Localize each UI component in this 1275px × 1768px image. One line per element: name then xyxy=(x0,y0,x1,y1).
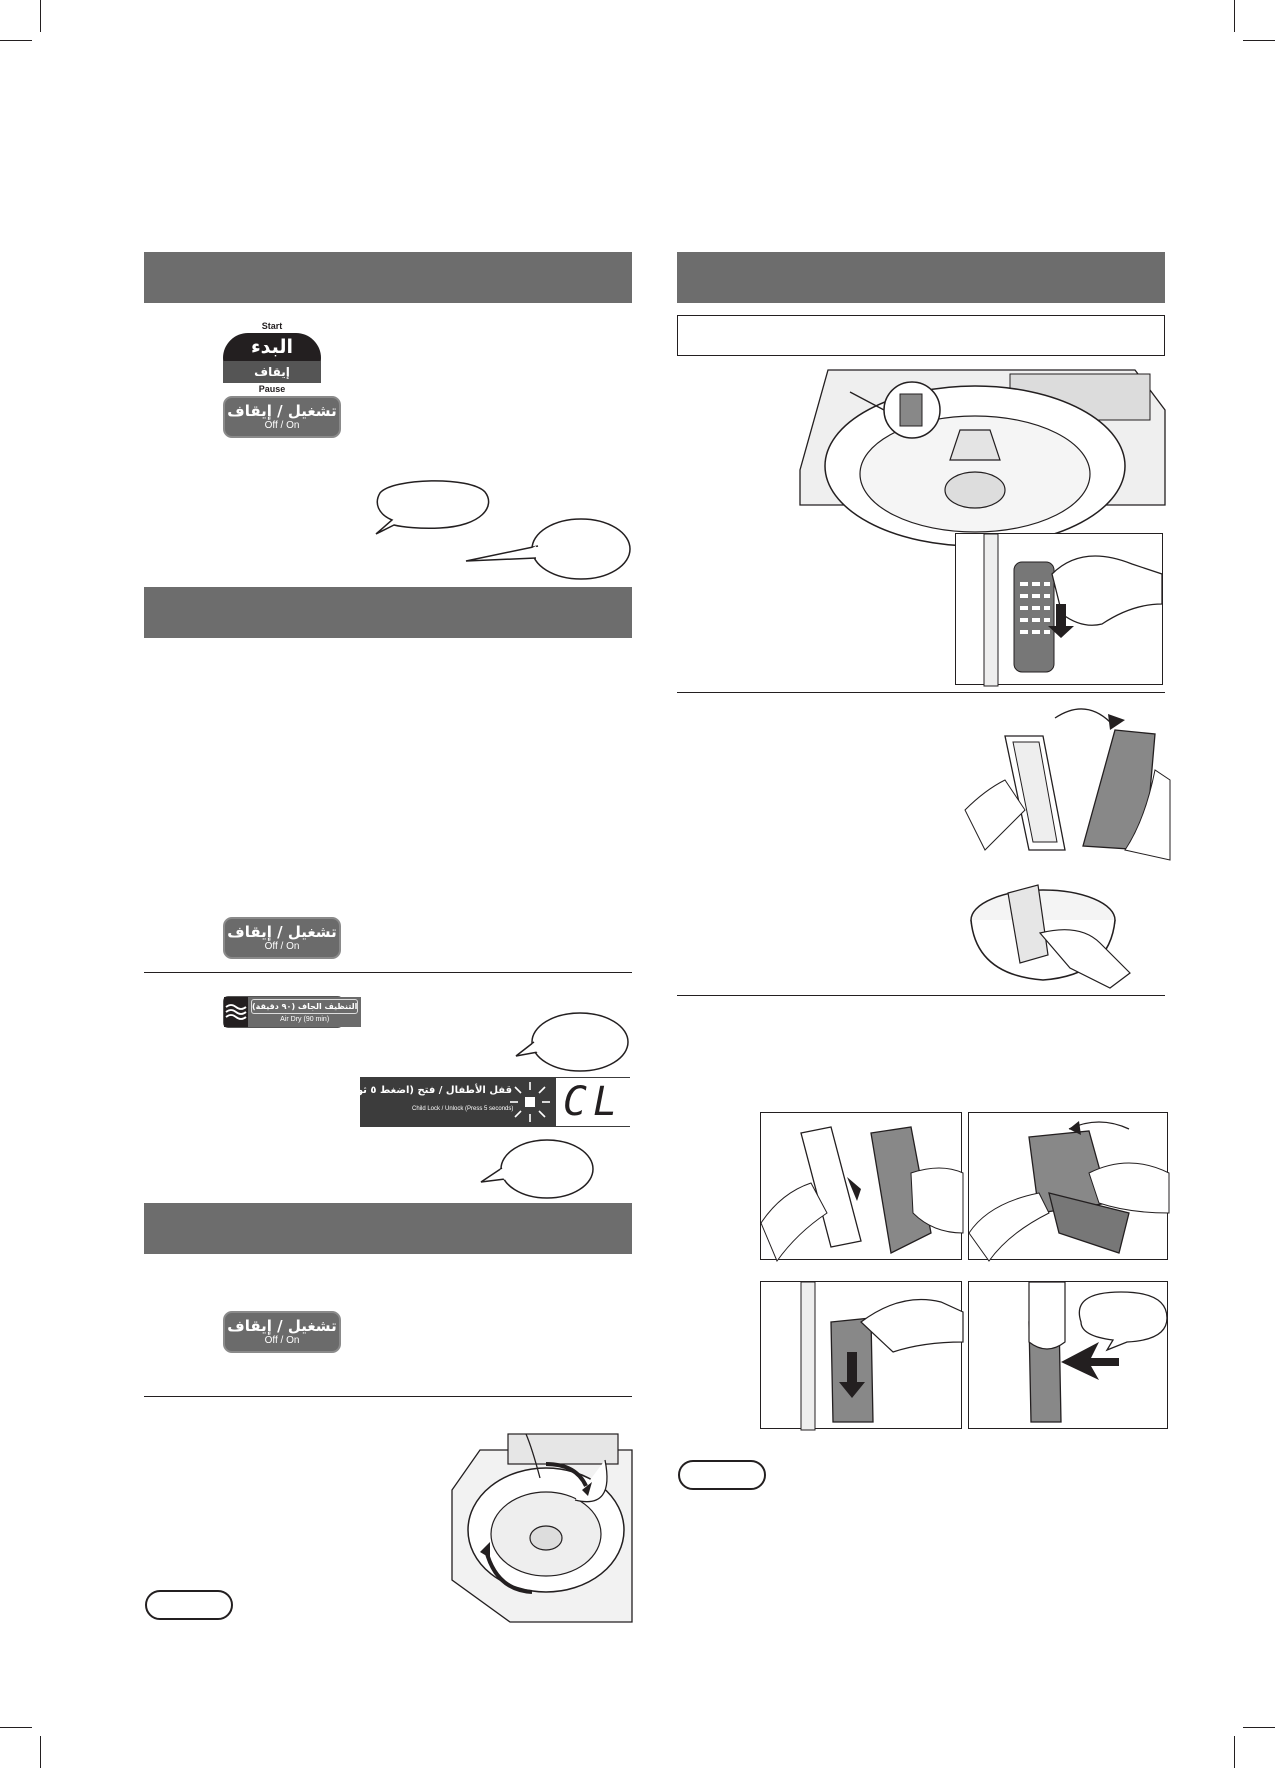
filter-wash-bowl-illustration xyxy=(968,875,1140,990)
speech-bubble xyxy=(475,1136,597,1202)
air-dry-label-area xyxy=(248,997,361,1027)
filter-reassemble-step-2 xyxy=(968,1112,1168,1260)
air-dry-button[interactable] xyxy=(223,996,358,1028)
power-button-english-label: Off / On xyxy=(264,1335,300,1346)
child-lock-panel xyxy=(334,1077,630,1127)
child-lock-arabic-label: قفل الأطفال / فتح (اضغط ٥ ثواني) xyxy=(334,1085,512,1096)
info-box xyxy=(677,315,1165,356)
section-header-bar xyxy=(144,252,632,303)
child-lock-english-label: Child Lock / Unlock (Press 5 seconds) xyxy=(412,1106,514,1112)
crop-mark xyxy=(40,0,41,32)
child-lock-display: CL xyxy=(556,1078,630,1126)
filter-location-illustration xyxy=(800,370,1165,505)
filter-reassemble-step-3 xyxy=(760,1281,962,1429)
crop-mark xyxy=(0,1727,32,1728)
power-button-arabic-label: تشغيل / إيقاف xyxy=(227,402,337,420)
start-main-label: البدء xyxy=(250,336,294,358)
power-off-on-button[interactable] xyxy=(223,917,341,959)
power-off-on-button[interactable] xyxy=(223,1311,341,1353)
crop-mark xyxy=(0,40,32,41)
speech-bubble xyxy=(462,516,632,582)
section-header-bar xyxy=(144,587,632,638)
divider xyxy=(677,995,1165,996)
filter-reassemble-step-4 xyxy=(968,1281,1168,1429)
crop-mark xyxy=(1243,40,1275,41)
power-off-on-button[interactable] xyxy=(223,396,341,438)
divider xyxy=(144,972,632,973)
power-button-arabic-label: تشغيل / إيقاف xyxy=(227,1317,337,1335)
air-dry-waves-icon xyxy=(224,997,248,1027)
filter-separate-illustration xyxy=(965,700,1170,865)
filter-reassemble-step-1 xyxy=(760,1112,962,1260)
crop-mark xyxy=(40,1736,41,1768)
power-button-english-label: Off / On xyxy=(264,420,300,431)
tub-cleaning-illustration xyxy=(450,1430,632,1622)
crop-mark xyxy=(1234,0,1235,32)
note-badge xyxy=(678,1460,766,1490)
power-button-arabic-label: تشغيل / إيقاف xyxy=(227,923,337,941)
speech-bubble xyxy=(510,1010,632,1076)
start-pause-button[interactable] xyxy=(222,320,322,392)
start-pause-oval xyxy=(223,333,321,383)
divider xyxy=(677,692,1165,693)
pause-label: Pause xyxy=(258,384,286,394)
power-button-english-label: Off / On xyxy=(264,941,300,952)
section-header-bar xyxy=(144,1203,632,1254)
filter-removal-illustration xyxy=(955,533,1163,685)
section-header-bar xyxy=(677,252,1165,303)
crop-mark xyxy=(1234,1736,1235,1768)
start-label: Start xyxy=(261,321,283,331)
crop-mark xyxy=(1243,1727,1275,1728)
pause-sub-label: إيقاف xyxy=(223,361,321,383)
child-lock-flash-icon xyxy=(508,1080,552,1124)
divider xyxy=(144,1396,632,1397)
note-badge xyxy=(145,1590,233,1620)
air-dry-arabic-label: التنظيف الجاف (٩٠ دقيقة) xyxy=(251,999,358,1014)
air-dry-english-label: Air Dry (90 min) xyxy=(280,1016,330,1023)
